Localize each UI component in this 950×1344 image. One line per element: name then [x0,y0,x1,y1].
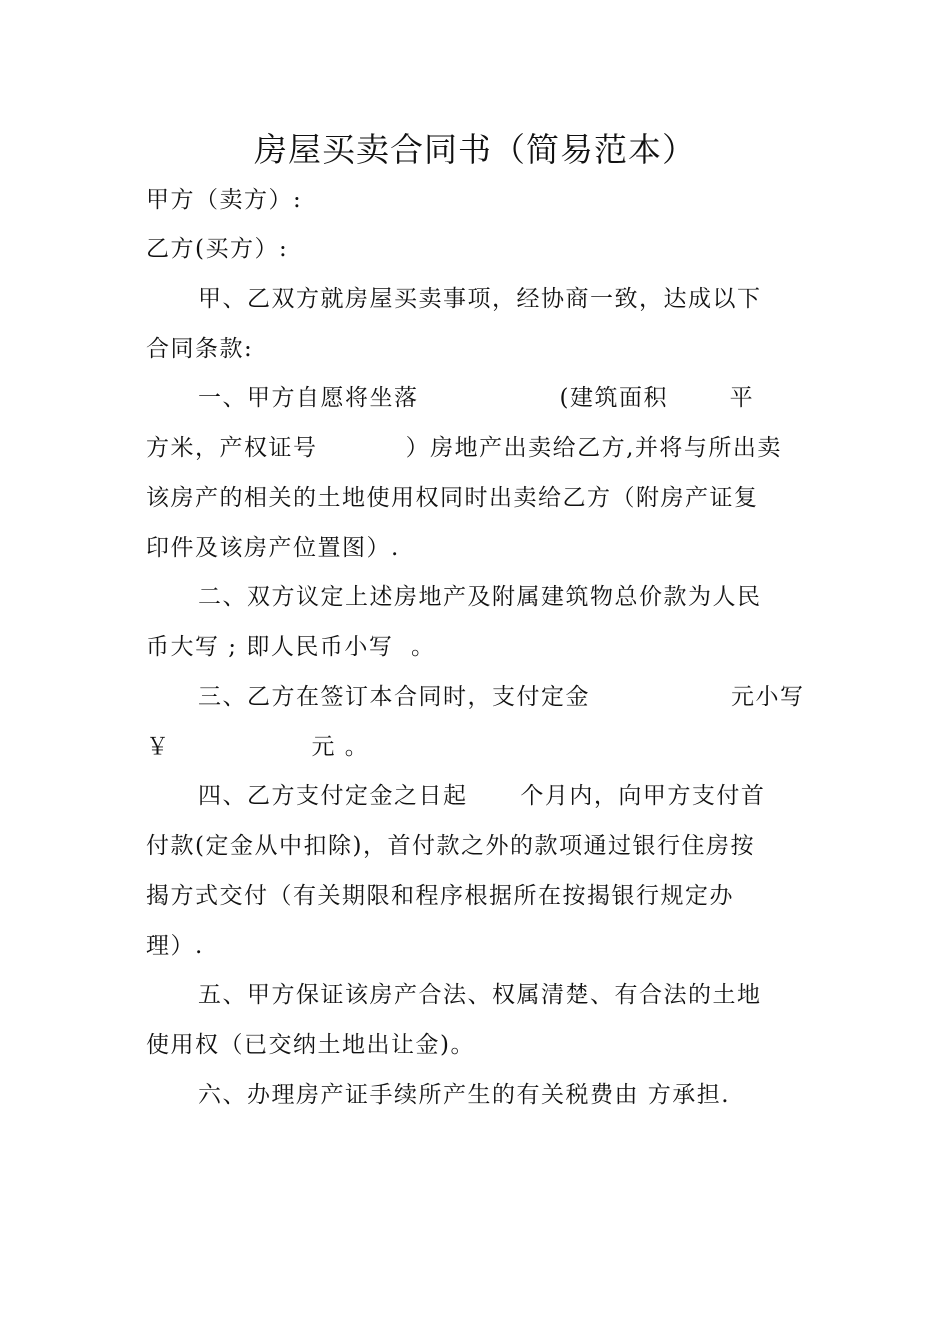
intro-line-2: 合同条款: [146,336,254,362]
clause4-line-4: 理）. [146,933,204,959]
clause2-line-2: 币大写 ; 即人民币小写 。 [146,634,436,660]
party-a-line: 甲方（卖方）: [146,187,303,213]
clause4-line-3: 揭方式交付（有关期限和程序根据所在按揭银行规定办 [146,883,734,909]
clause5-line-1: 五、甲方保证该房产合法、权属清楚、有合法的土地 [198,982,762,1008]
clause1-line-1: 一、甲方自愿将坐落 (建筑面积 平 [198,385,755,411]
clause3-line-2: ￥ 元 。 [146,734,370,760]
clause6-line-1: 六、办理房产证手续所产生的有关税费由 方承担. [198,1082,731,1108]
clause1-line-4: 印件及该房产位置图）. [146,535,400,561]
clause1-line-2: 方米，产权证号 ）房地产出卖给乙方,并将与所出卖 [146,435,782,461]
clause2-line-1: 二、双方议定上述房地产及附属建筑物总价款为人民 [198,584,762,610]
party-b-line: 乙方(买方）: [146,236,289,262]
clause4-line-1: 四、乙方支付定金之日起 个月内，向甲方支付首 [198,783,766,809]
clause5-line-2: 使用权（已交纳土地出让金)。 [146,1032,475,1058]
clause4-line-2: 付款(定金从中扣除)，首付款之外的款项通过银行住房按 [146,833,755,859]
clause3-line-1: 三、乙方在签订本合同时，支付定金 元小写 [198,684,805,710]
document-title: 房屋买卖合同书（简易范本） [254,130,696,169]
clause1-line-3: 该房产的相关的土地使用权同时出卖给乙方（附房产证复 [146,485,759,511]
intro-line-1: 甲、乙双方就房屋买卖事项，经协商一致，达成以下 [198,286,762,312]
